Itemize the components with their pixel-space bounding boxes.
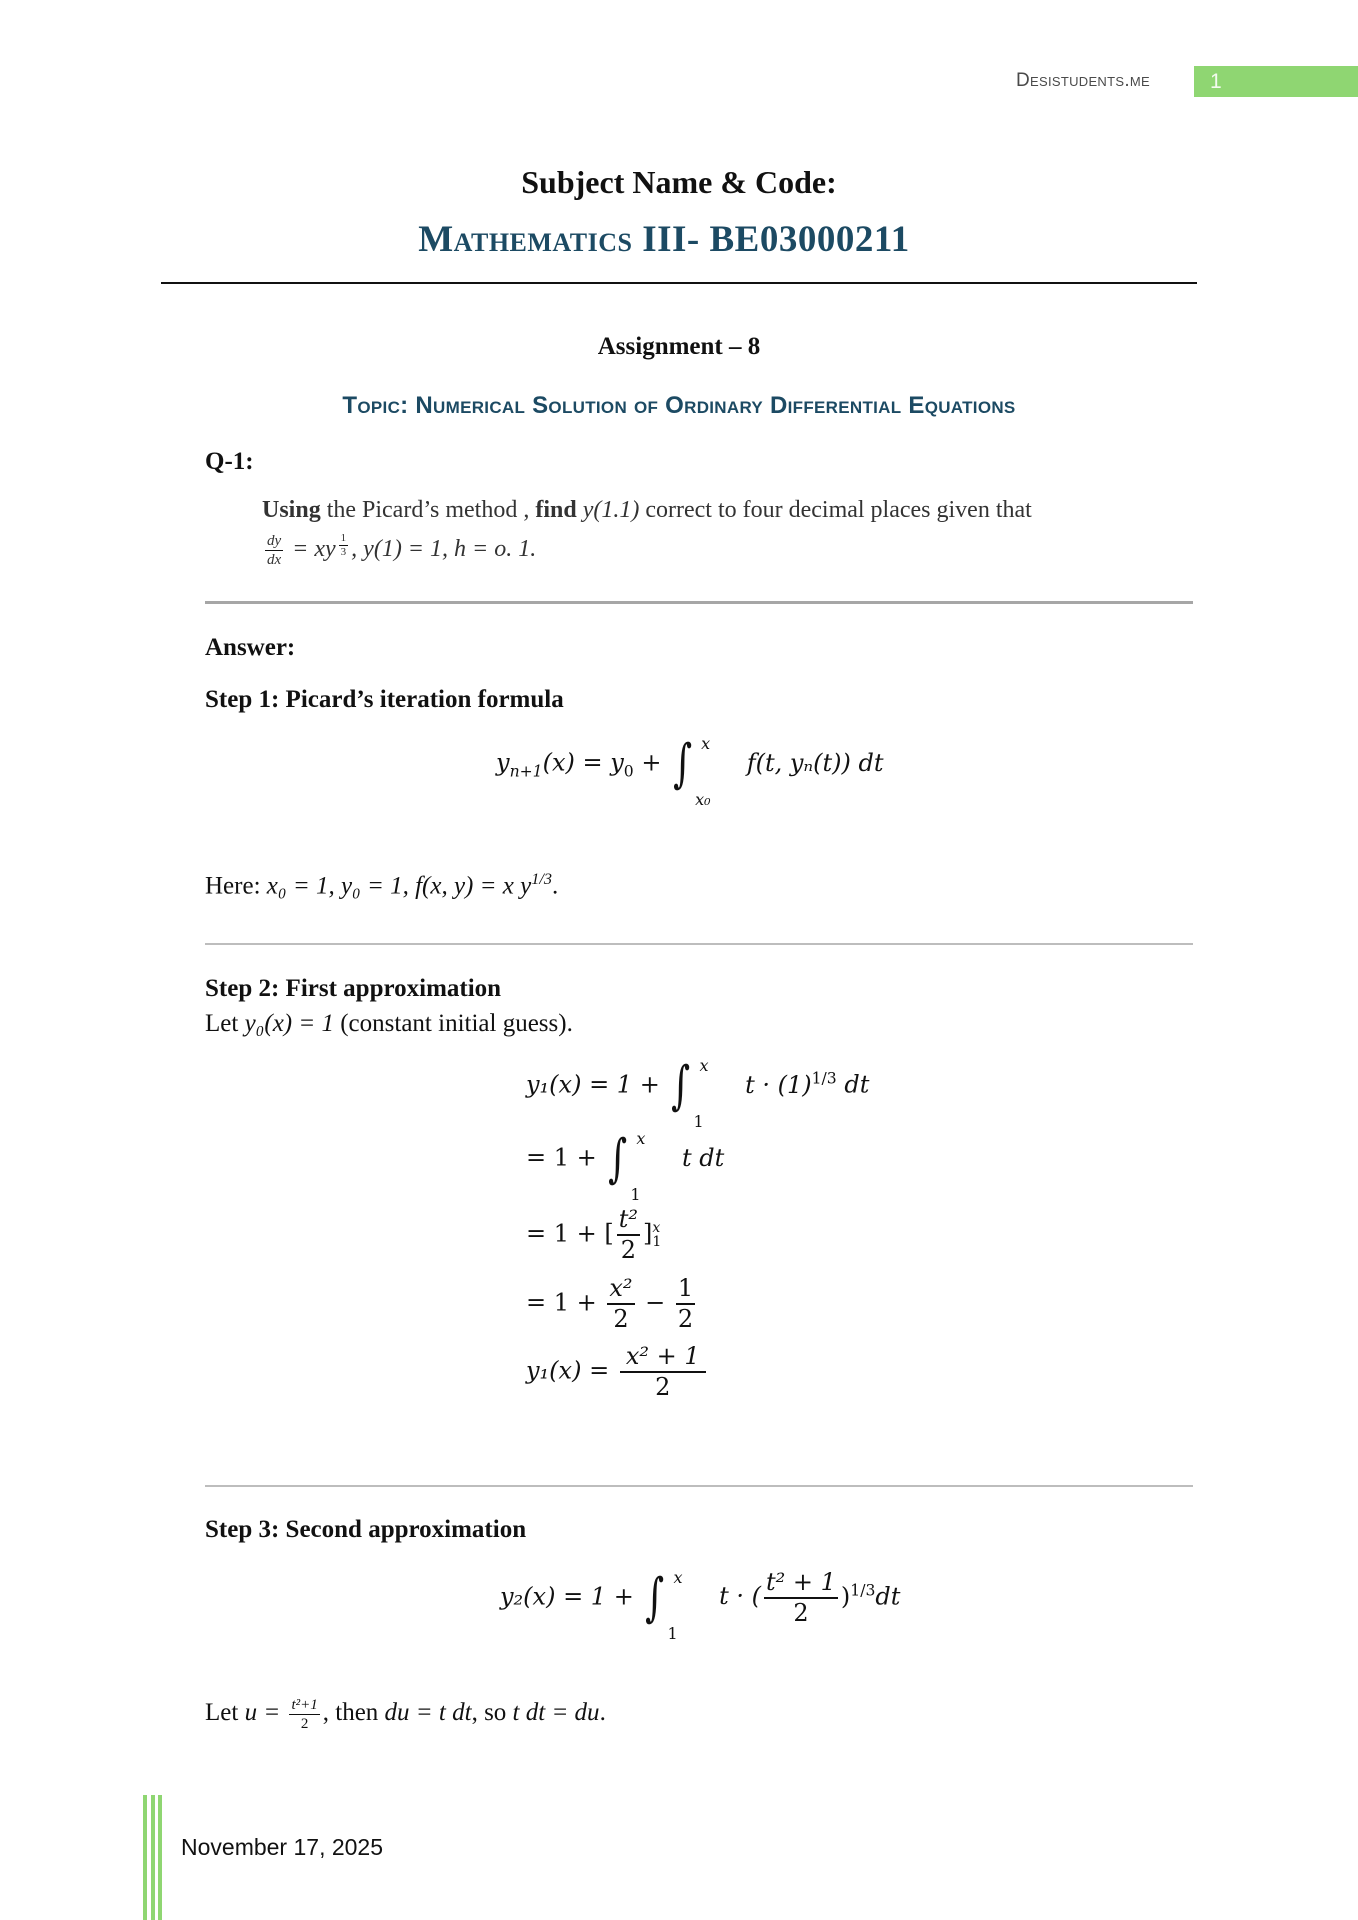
step2-line3: [526, 1205, 661, 1265]
fraction: [764, 1568, 838, 1628]
frac-den: 2: [613, 1304, 629, 1333]
step3-equation: [500, 1567, 901, 1643]
lower-limit: 1: [693, 1112, 704, 1131]
integral-sign: [604, 1129, 664, 1204]
sub-u: u =: [244, 1699, 287, 1727]
eq-part: y₁(x) =: [526, 1356, 617, 1385]
upper-limit: x: [636, 1129, 646, 1148]
subject-label: Subject Name & Code:: [521, 164, 837, 200]
frac-den: dx: [267, 552, 282, 568]
q-math: y(1.1): [576, 497, 646, 523]
frac-den: 2: [793, 1598, 809, 1627]
integral-sign: [669, 734, 729, 809]
eq-part: = 1 +: [526, 1143, 605, 1172]
eq-sub: n+1: [509, 762, 543, 781]
frac-num: x² + 1: [620, 1342, 706, 1373]
eq-part: y: [496, 748, 510, 777]
intro-math: y₀(x) = 1: [244, 1010, 334, 1037]
dy-dx-fraction: [265, 532, 283, 569]
integral-sign: [667, 1056, 727, 1131]
frac-den: 2: [677, 1304, 694, 1333]
title-divider: [161, 282, 1197, 284]
lower-limit: 1: [667, 1623, 678, 1643]
frac-num: x²: [607, 1274, 634, 1305]
topic-heading: Topic: Numerical Solution of Ordinary Differential Equations: [342, 392, 1016, 419]
integral-icon: ∫: [673, 734, 693, 794]
step2-intro: [205, 1010, 573, 1038]
step2-line1: [526, 1056, 870, 1131]
step2-line4: [526, 1274, 698, 1334]
integrand: t · (: [719, 1582, 761, 1611]
frac-den: 2: [655, 1372, 671, 1401]
frac-num: dy: [267, 533, 282, 549]
question-text-line1: [262, 497, 1032, 524]
eq-exp: 1/3: [811, 1069, 837, 1088]
lower-limit: x₀: [695, 790, 711, 809]
frac-num: t² + 1: [764, 1568, 838, 1599]
q-eq: = xy: [286, 536, 336, 563]
accent-bar: [158, 1795, 162, 1920]
accent-bar: [143, 1795, 147, 1920]
eq-sub: 0: [623, 762, 634, 781]
frac-den: 2: [620, 1235, 637, 1264]
sub-math: t dt = du: [512, 1699, 600, 1727]
eq-exp: 1/3: [850, 1581, 876, 1600]
question-text-line2: [262, 532, 536, 569]
sub-mid: , then: [322, 1699, 385, 1727]
step3-title: Step 3: Second approximation: [205, 1516, 527, 1543]
eq-part: −: [637, 1288, 673, 1317]
fraction: [676, 1274, 695, 1334]
integrand: t dt: [682, 1143, 725, 1172]
sub-end: .: [599, 1699, 606, 1727]
fraction: [620, 1342, 706, 1402]
picard-formula: [496, 734, 884, 809]
sub-math: du = t dt: [384, 1699, 472, 1727]
eq-part: ]: [643, 1219, 653, 1248]
integrand: t · (1): [745, 1070, 812, 1099]
upper-limit: x: [699, 1056, 709, 1075]
integral-icon: ∫: [671, 1056, 691, 1116]
frac-den: 3: [340, 546, 347, 559]
footer-date: November 17, 2025: [181, 1834, 384, 1860]
eq-part: = 1 + [: [526, 1219, 614, 1248]
lower-limit: 1: [652, 1233, 662, 1250]
assignment-label: Assignment – 8: [597, 333, 761, 360]
q-eq-tail: , y(1) = 1, h = o. 1.: [351, 536, 537, 563]
lower-limit: 1: [630, 1185, 641, 1204]
eq-part: ): [840, 1582, 851, 1611]
question-divider: [205, 601, 1193, 604]
intro-pre: Let: [205, 1010, 245, 1037]
eq-part: (x) = y: [542, 748, 624, 777]
step1-divider: [205, 943, 1193, 945]
step1-title: Step 1: Picard’s iteration formula: [205, 686, 564, 713]
eq-dt: dt: [836, 1070, 870, 1099]
step2-divider: [205, 1485, 1193, 1487]
here-end: .: [551, 872, 559, 900]
frac-num: 1: [676, 1274, 695, 1305]
sub-so: , so: [471, 1699, 513, 1727]
intro-post: (constant initial guess).: [333, 1010, 573, 1037]
q-bold-find: find: [535, 497, 577, 523]
here-math: x₀ = 1, y₀ = 1, f(x, y) = x y: [266, 872, 532, 900]
eq-dt: dt: [875, 1582, 901, 1611]
sub-pre: Let: [205, 1699, 245, 1727]
step2-title: Step 2: First approximation: [205, 975, 502, 1002]
page-number-badge: 1: [1194, 66, 1358, 97]
q-text2: correct to four decimal places given that: [645, 497, 1032, 523]
frac-num: 1: [339, 532, 349, 546]
here-exp: 1/3: [531, 870, 552, 888]
q-bold-using: Using: [262, 497, 321, 523]
course-title: Mathematics III- BE03000211: [418, 219, 910, 260]
accent-bar: [151, 1795, 155, 1920]
fraction: [617, 1205, 640, 1265]
upper-limit: x: [701, 734, 711, 753]
bracket-limits: [652, 1221, 661, 1249]
eq-part: = 1 +: [526, 1288, 605, 1317]
eq-part: y₂(x) = 1 +: [500, 1582, 642, 1611]
here-line: [205, 870, 558, 900]
answer-label: Answer:: [205, 634, 296, 661]
step2-line2: [526, 1129, 725, 1204]
q-text: the Picard’s method ,: [320, 497, 536, 523]
eq-part: +: [633, 748, 670, 777]
question-label: Q-1:: [205, 448, 254, 475]
eq-part: y₁(x) = 1 +: [526, 1070, 668, 1099]
integral-sign: [641, 1567, 701, 1643]
frac-den: 2: [300, 1716, 309, 1732]
integrand: f(t, yₙ(t)) dt: [746, 748, 884, 777]
integral-icon: ∫: [608, 1129, 628, 1189]
frac-num: t²: [617, 1205, 640, 1236]
frac-num: t²+1: [291, 1697, 318, 1713]
integral-icon: ∫: [645, 1567, 665, 1628]
fraction: [289, 1696, 319, 1733]
footer-accent-bars: [143, 1795, 163, 1920]
site-name: Desistudents.me: [1016, 70, 1151, 91]
fraction: [607, 1274, 634, 1334]
exponent-fraction: [339, 532, 349, 559]
here-label: Here:: [205, 872, 267, 900]
upper-limit: x: [652, 1219, 661, 1236]
upper-limit: x: [673, 1567, 683, 1587]
step2-line5: [526, 1342, 709, 1402]
substitution-line: [205, 1696, 606, 1733]
